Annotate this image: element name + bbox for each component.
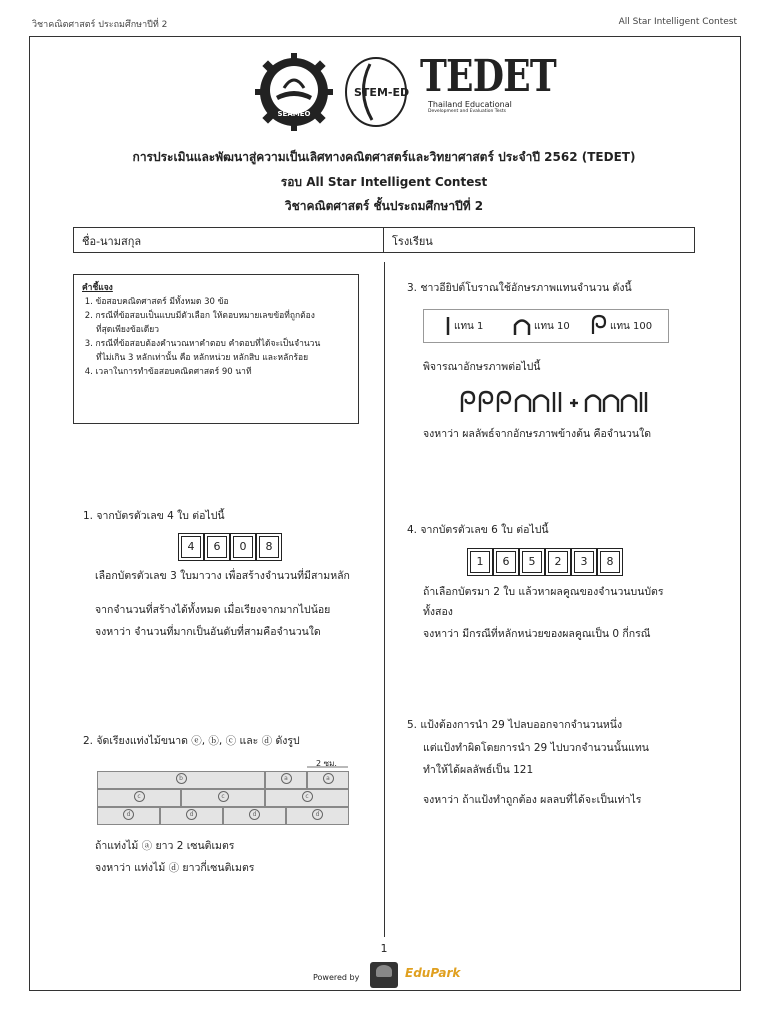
- number-card: 8: [259, 536, 279, 558]
- wood-diagram: [97, 771, 349, 825]
- q5-line3: ทำให้ได้ผลลัพธ์เป็น 121: [423, 764, 534, 776]
- name-field[interactable]: [73, 227, 384, 253]
- instruction-item: ที่สุดเพียงข้อเดียว: [96, 325, 160, 335]
- bar-b: b: [97, 771, 265, 789]
- number-card: 1: [470, 551, 490, 573]
- hieroglyph-legend: [423, 309, 669, 343]
- bar-c: c: [181, 789, 265, 807]
- instructions-box: [73, 274, 359, 424]
- tedet-text: TEDET: [420, 51, 556, 102]
- instruction-item: 3. กรณีที่ข้อสอบต้องคำนวณหาคำตอบ คำตอบที่ได้จะเป็นจำนวน: [82, 339, 321, 349]
- q1-text: 1. จากบัตรตัวเลข 4 ใบ ต่อไปนี้: [83, 510, 225, 522]
- number-card: 3: [574, 551, 594, 573]
- name-label: ชื่อ-นามสกุล: [82, 235, 142, 248]
- number-card: 0: [233, 536, 253, 558]
- number-card: 6: [207, 536, 227, 558]
- q1-line3: จากจำนวนที่สร้างได้ทั้งหมด เมื่อเรียงจากมากไปน้อย: [95, 604, 331, 616]
- tedet-logo: [420, 51, 556, 124]
- number-card: 4: [181, 536, 201, 558]
- cm-label: 2 ซม.: [316, 759, 337, 768]
- tedet-sub2: Development and Evaluation Tests: [428, 109, 507, 114]
- instruction-item: 2. กรณีที่ข้อสอบเป็นแบบมีตัวเลือก ให้ตอบหมายเลขข้อที่ถูกต้อง: [82, 311, 315, 321]
- bar-c: c: [97, 789, 181, 807]
- q3-text: 3. ชาวอียิปต์โบราณใช้อักษรภาพแทนจำนวน ดังนี้: [407, 282, 632, 294]
- q1-line4: จงหาว่า จำนวนที่มากเป็นอันดับที่สามคือจำนวนใด: [95, 626, 321, 638]
- stroke-icon: [444, 316, 452, 336]
- number-card: 5: [522, 551, 542, 573]
- header-subject: วิชาคณิตศาสตร์ ประถมศึกษาปีที่ 2: [32, 20, 168, 30]
- header-contest: All Star Intelligent Contest: [618, 17, 737, 27]
- legend-ten: แทน 10: [534, 321, 570, 332]
- q5-line1: 5. แป้งต้องการนำ 29 ไปลบออกจากจำนวนหนึ่ง: [407, 719, 623, 731]
- school-field[interactable]: [384, 227, 695, 253]
- instruction-item: 4. เวลาในการทำข้อสอบคณิตศาสตร์ 90 นาที: [82, 367, 252, 377]
- q4-text: 4. จากบัตรตัวเลข 6 ใบ ต่อไปนี้: [407, 524, 549, 536]
- title-line2: รอบ All Star Intelligent Contest: [280, 175, 488, 189]
- q4-line4: จงหาว่า มีกรณีที่หลักหน่วยของผลคูณเป็น 0 กี่กรณี: [423, 628, 651, 640]
- title-line1: การประเมินและพัฒนาสู่ความเป็นเลิศทางคณิตศาสตร์และวิทยาศาสตร์ ประจำปี 2562 (TEDET): [132, 150, 636, 164]
- q2-text: 2. จัดเรียงแท่งไม้ขนาด ⓔ, ⓑ, ⓒ และ ⓓ ดังรูป: [83, 735, 300, 747]
- q1-line2: เลือกบัตรตัวเลข 3 ใบมาวาง เพื่อสร้างจำนวนที่มีสามหลัก: [95, 570, 350, 582]
- number-card: 6: [496, 551, 516, 573]
- legend-one: แทน 1: [454, 321, 484, 332]
- school-label: โรงเรียน: [392, 235, 433, 248]
- powered-by: Powered by: [313, 973, 360, 982]
- q3-line2: พิจารณาอักษรภาพต่อไปนี้: [423, 361, 541, 373]
- cm-arrow: [306, 763, 350, 771]
- q4-line2: ถ้าเลือกบัตรมา 2 ใบ แล้วหาผลคูณของจำนวนบนบัตร: [423, 586, 664, 598]
- bar-a: a: [265, 771, 307, 789]
- q2-line3: จงหาว่า แท่งไม้ ⓓ ยาวกี่เซนติเมตร: [95, 862, 255, 874]
- bar-d: d: [223, 807, 286, 825]
- stem-ed-logo: [342, 54, 412, 130]
- bar-c: c: [265, 789, 349, 807]
- seameo-text: SEAMEO: [277, 110, 311, 118]
- q4-cards: [470, 550, 626, 573]
- q4-line3: ทั้งสอง: [423, 606, 453, 618]
- q5-line2: แต่แป้งทำผิดโดยการนำ 29 ไปบวกจำนวนนั้นแทน: [423, 742, 649, 754]
- q5-line4: จงหาว่า ถ้าแป้งทำถูกต้อง ผลลบที่ได้จะเป็นเท่าไร: [423, 794, 642, 806]
- title-line3: วิชาคณิตศาสตร์ ชั้นประถมศึกษาปีที่ 2: [284, 199, 484, 213]
- number-card: 2: [548, 551, 568, 573]
- page-number: 1: [380, 942, 388, 955]
- tedet-sub1: Thailand Educational: [428, 100, 512, 109]
- edupark-logo: EduPark: [405, 966, 461, 980]
- stem-ed-text: STEM-ED: [354, 86, 410, 99]
- hieroglyph-expression: [458, 386, 648, 416]
- column-divider: [384, 262, 385, 937]
- bar-d: d: [286, 807, 349, 825]
- bar-a: a: [307, 771, 349, 789]
- instructions-heading: คำชี้แจง: [82, 283, 113, 293]
- number-card: 8: [600, 551, 620, 573]
- q1-cards: [181, 535, 285, 558]
- q2-line2: ถ้าแท่งไม้ ⓐ ยาว 2 เซนติเมตร: [95, 840, 235, 852]
- heel-bone-icon: [512, 316, 532, 336]
- instruction-item: ที่ไม่เกิน 3 หลักเท่านั้น คือ หลักหน่วย หลักสิบ และหลักร้อย: [96, 353, 309, 363]
- bar-d: d: [97, 807, 160, 825]
- q3-line3: จงหาว่า ผลลัพธ์จากอักษรภาพข้างต้น คือจำนวนใด: [423, 428, 652, 440]
- coil-icon: [590, 314, 608, 336]
- bar-d: d: [160, 807, 223, 825]
- legend-hundred: แทน 100: [610, 321, 653, 332]
- seameo-logo: [254, 52, 334, 132]
- instruction-item: 1. ข้อสอบคณิตศาสตร์ มีทั้งหมด 30 ข้อ: [82, 297, 229, 307]
- sponsor-logo: [370, 962, 398, 988]
